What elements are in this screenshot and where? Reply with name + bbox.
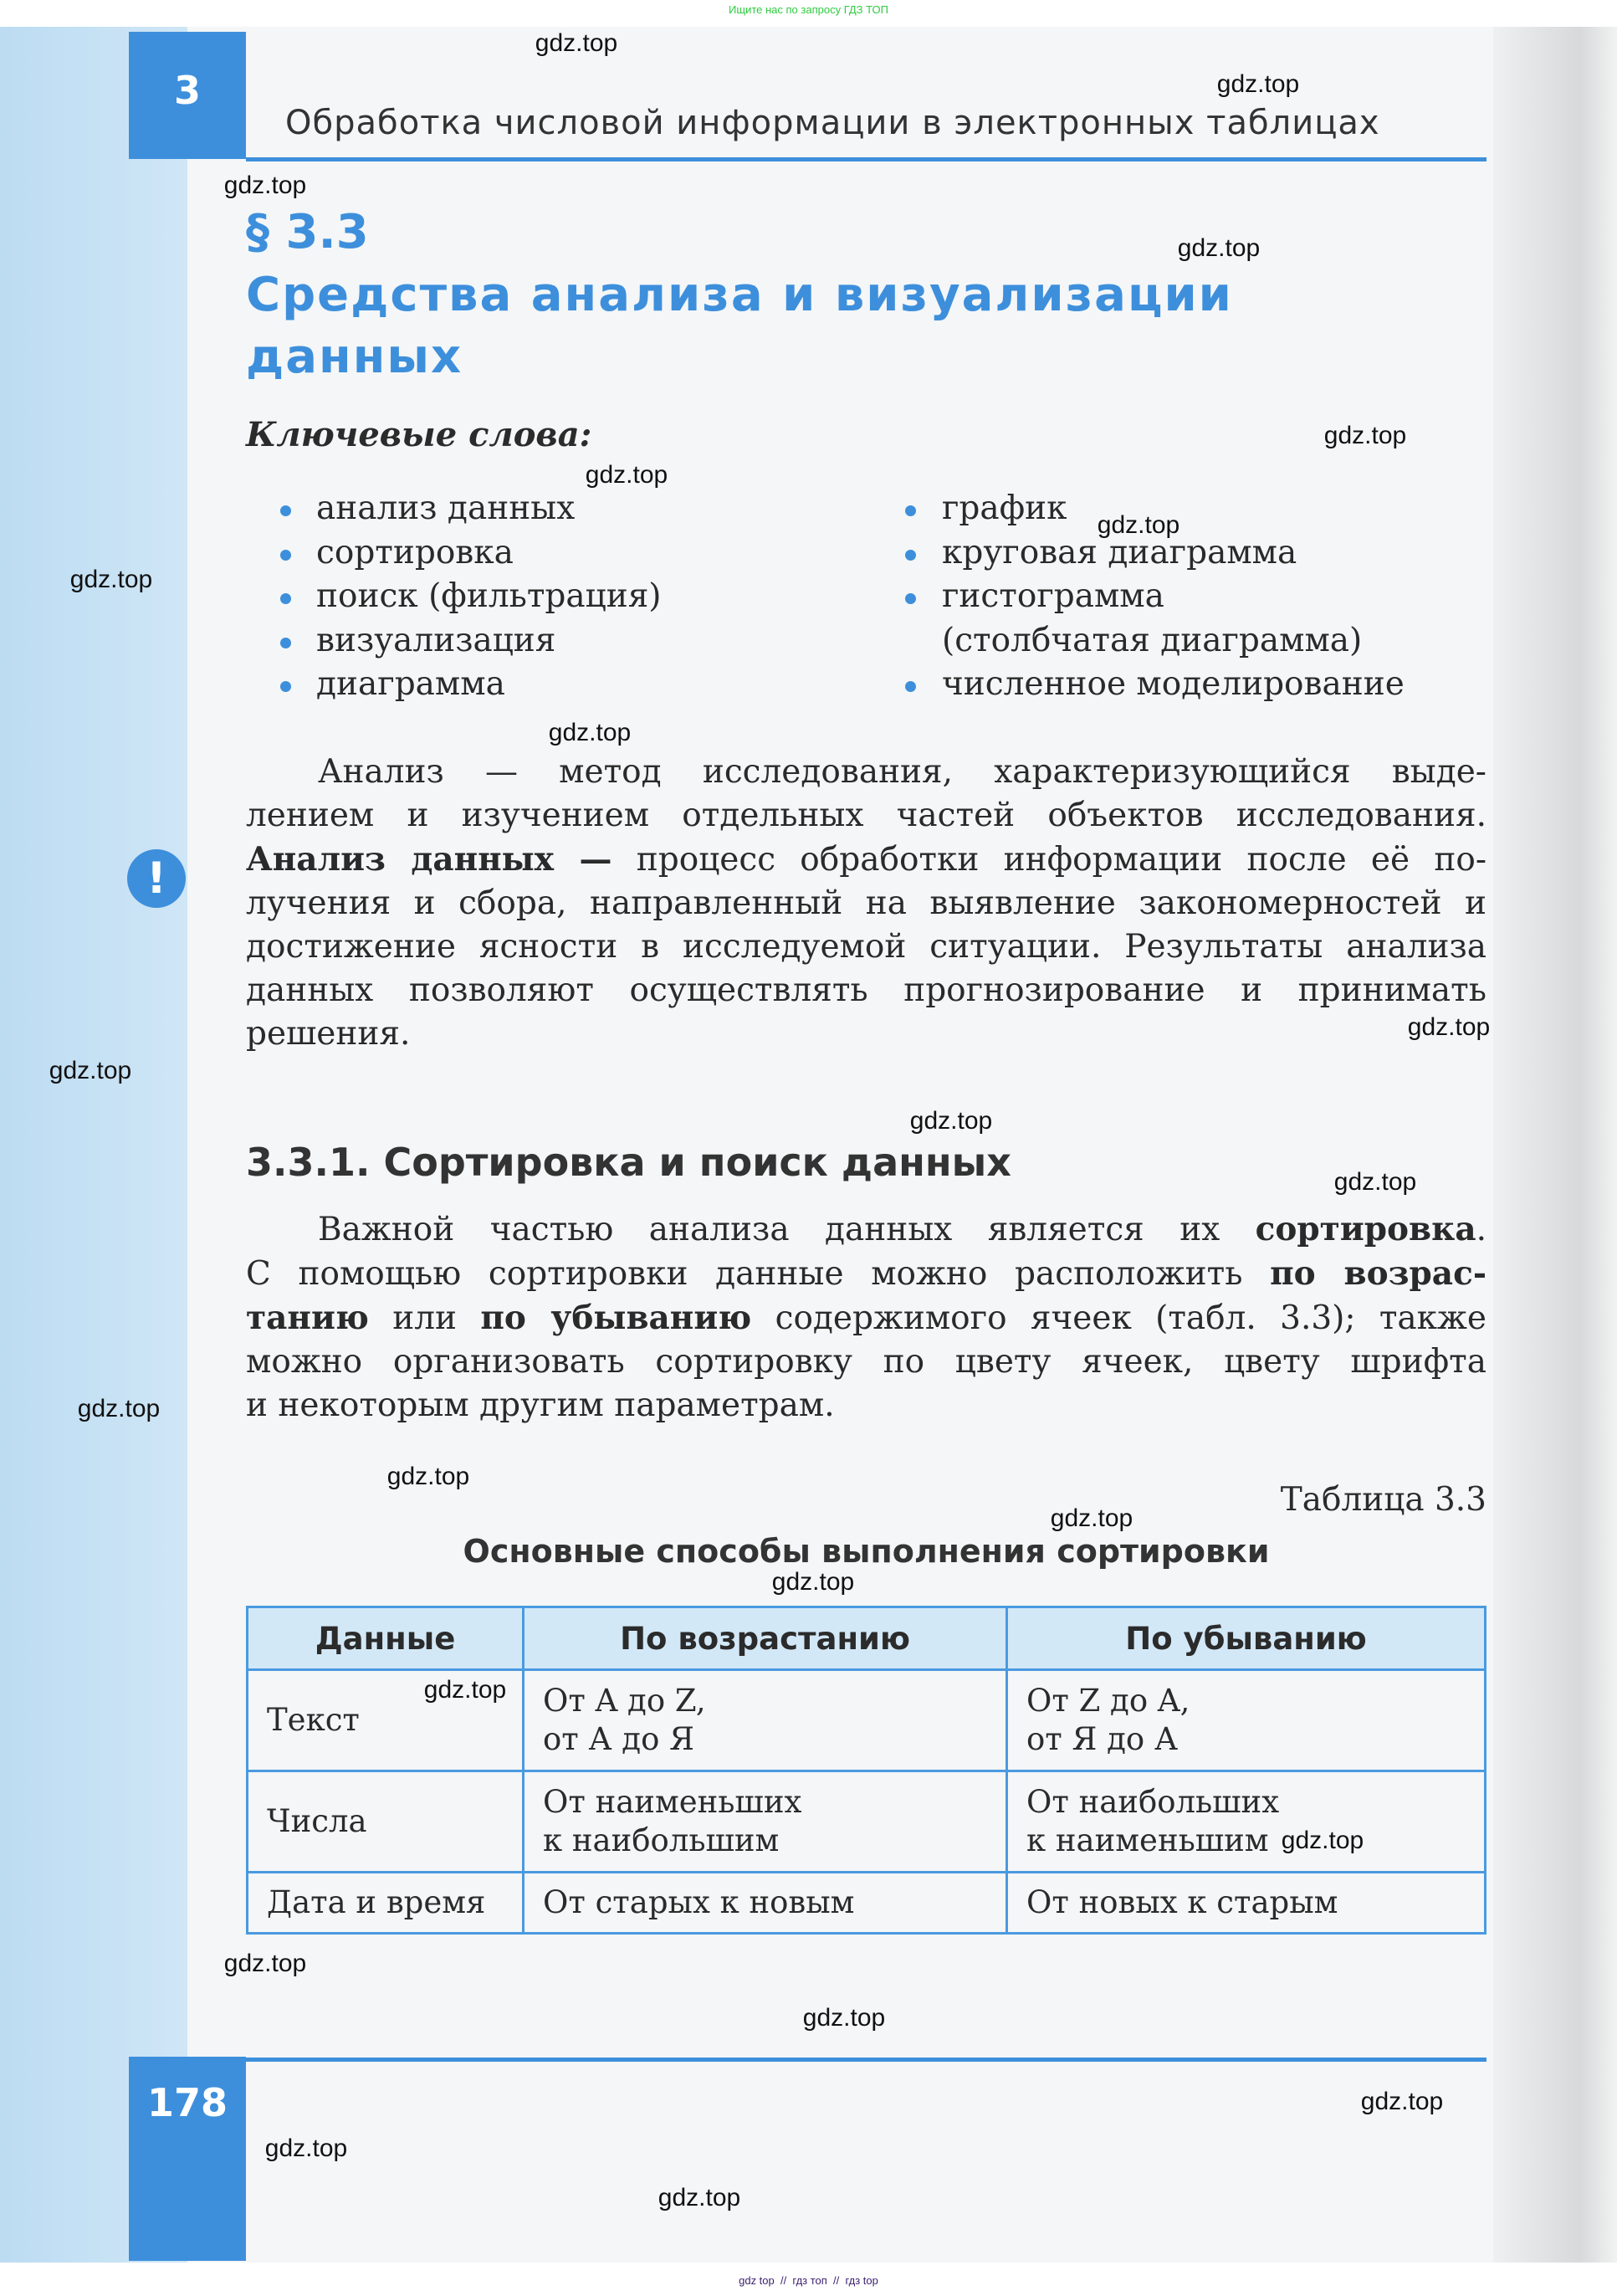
bullet-icon: [905, 593, 916, 604]
section-number: § 3.3: [246, 205, 369, 259]
bold-term: по убыванию: [480, 1299, 752, 1337]
text-line: и некоторым другим параметрам.: [246, 1386, 835, 1424]
bullet-icon: [280, 550, 291, 561]
watermark: gdz.top: [386, 1463, 470, 1490]
bullet-icon: [280, 681, 291, 692]
cell-line: От наименьших: [543, 1784, 802, 1820]
keywords-label: Ключевые слова:: [246, 415, 592, 454]
section-title-line2: данных: [246, 330, 463, 384]
watermark: gdz.top: [1323, 422, 1407, 449]
exclamation-icon: !: [127, 849, 186, 908]
keyword: гистограмма: [942, 577, 1164, 615]
watermark: gdz.top: [535, 29, 618, 57]
text-line: [246, 1207, 1487, 1252]
text-span: Важной частью анализа данных является их: [318, 1211, 1256, 1248]
chapter-number-text: 3: [173, 68, 201, 113]
header-rule: [246, 157, 1487, 161]
watermark: gdz.top: [802, 2004, 886, 2032]
sorting-table: [246, 1606, 1487, 1935]
keyword: поиск (фильтрация): [316, 577, 662, 615]
cell-line: От Z до A,: [1026, 1683, 1190, 1719]
table-cell: Текст: [248, 1670, 524, 1771]
bullet-icon: [905, 505, 916, 516]
table-caption: Основные способы выполнения сортировки: [463, 1533, 1270, 1570]
cell-line: От наибольших: [1026, 1784, 1280, 1820]
bullet-icon: [905, 681, 916, 692]
watermark: gdz.top: [771, 1568, 855, 1596]
watermark: gdz.top: [1281, 1827, 1364, 1854]
left-margin-strip: [0, 27, 187, 2263]
table-cell: [1007, 1771, 1486, 1873]
table-cell: Дата и время: [248, 1873, 524, 1934]
watermark: gdz.top: [223, 172, 307, 199]
watermark: gdz.top: [1097, 511, 1180, 539]
text-span: содержимого ячеек (табл. 3.3); также: [751, 1299, 1487, 1337]
table-cell: [524, 1771, 1007, 1873]
watermark: gdz.top: [658, 2184, 741, 2211]
text-line: данных позволяют осуществлять прогнозирование и принимать: [246, 971, 1487, 1009]
top-banner[interactable]: Ищите нас по запросу ГДЗ ТОП: [729, 3, 888, 16]
running-header: Обработка числовой информации в электронных таблицах: [285, 104, 1380, 142]
keyword: (столбчатая диаграмма): [942, 622, 1363, 659]
page-number: 178: [146, 2080, 228, 2125]
bullet-icon: [280, 638, 291, 648]
watermark: gdz.top: [223, 1950, 307, 1977]
keyword: диаграмма: [316, 665, 505, 703]
table-cell: [1007, 1670, 1486, 1771]
watermark: gdz.top: [77, 1395, 161, 1422]
cell-line: От A до Z,: [543, 1683, 706, 1719]
keyword: визуализация: [316, 622, 556, 659]
watermark: gdz.top: [49, 1057, 132, 1084]
footer-rule: [246, 2058, 1487, 2062]
text-line: Анализ — метод исследования, характеризующийся выде-: [318, 753, 1487, 791]
bullet-icon: [280, 505, 291, 516]
table-row: [248, 1771, 1486, 1873]
cell-line: от А до Я: [543, 1721, 694, 1757]
text-span: процесс обработки информации после её по-: [636, 841, 1487, 879]
watermark: gdz.top: [1360, 2088, 1444, 2115]
cell-line: к наименьшим: [1026, 1822, 1269, 1858]
bullet-icon: [905, 550, 916, 561]
bold-term: Анализ данных —: [246, 840, 612, 879]
text-line: [246, 838, 1487, 882]
watermark: gdz.top: [1216, 70, 1300, 98]
text-span: .: [1476, 1211, 1487, 1248]
bold-term: сортировка: [1255, 1210, 1476, 1248]
bold-term: танию: [246, 1299, 369, 1337]
table-cell: Числа: [248, 1771, 524, 1873]
watermark: gdz.top: [264, 2135, 348, 2162]
intro-paragraph: [246, 751, 1487, 1056]
table-cell: От новых к старым: [1007, 1873, 1486, 1934]
keyword: сортировка: [316, 534, 514, 571]
sorting-paragraph: [246, 1207, 1487, 1427]
watermark: gdz.top: [69, 566, 153, 593]
text-line: лучения и сбора, направленный на выявление закономерностей и: [246, 884, 1487, 922]
bottom-banner[interactable]: gdz top // гдз топ // гдз top: [739, 2274, 878, 2287]
column-header: По возрастанию: [524, 1607, 1007, 1670]
keyword: численное моделирование: [942, 665, 1405, 703]
watermark: gdz.top: [1177, 234, 1261, 262]
cell-line: от Я до А: [1026, 1721, 1178, 1757]
page-number-block: [129, 2057, 246, 2261]
text-line: решения.: [246, 1015, 411, 1053]
column-header: По убыванию: [1007, 1607, 1486, 1670]
text-line: достижение ясности в исследуемой ситуации. Результаты анализа: [246, 928, 1487, 966]
text-line: [246, 1296, 1487, 1340]
text-line: лением и изучением отдельных частей объектов исследования.: [246, 797, 1487, 834]
bold-term: по возрас-: [1270, 1254, 1487, 1293]
section-title-line1: Средства анализа и визуализации: [246, 268, 1233, 322]
page-fold-shadow: [1493, 27, 1617, 2263]
text-span: или: [368, 1299, 481, 1337]
watermark: gdz.top: [909, 1107, 993, 1135]
keyword: круговая диаграмма: [942, 534, 1297, 571]
chapter-number: [129, 32, 246, 159]
keyword: график: [942, 489, 1067, 527]
text-line: можно организовать сортировку по цвету ячеек, цвету шрифта: [246, 1343, 1487, 1381]
table-cell: От старых к новым: [524, 1873, 1007, 1934]
watermark: gdz.top: [585, 461, 668, 489]
bullet-icon: [280, 593, 291, 604]
table-row: [248, 1873, 1486, 1934]
watermark: gdz.top: [1050, 1504, 1133, 1532]
watermark: gdz.top: [548, 719, 632, 746]
table-cell: [524, 1670, 1007, 1771]
watermark: gdz.top: [1407, 1013, 1491, 1041]
table-label: Таблица 3.3: [1280, 1481, 1487, 1519]
watermark: gdz.top: [423, 1676, 507, 1704]
keyword: анализ данных: [316, 489, 576, 527]
subsection-title: 3.3.1. Сортировка и поиск данных: [246, 1140, 1011, 1185]
column-header: Данные: [248, 1607, 524, 1670]
cell-line: к наибольшим: [543, 1822, 780, 1858]
table-header-row: [248, 1607, 1486, 1670]
text-span: С помощью сортировки данные можно расположить: [246, 1255, 1271, 1293]
text-line: [246, 1252, 1487, 1296]
watermark: gdz.top: [1333, 1168, 1417, 1196]
